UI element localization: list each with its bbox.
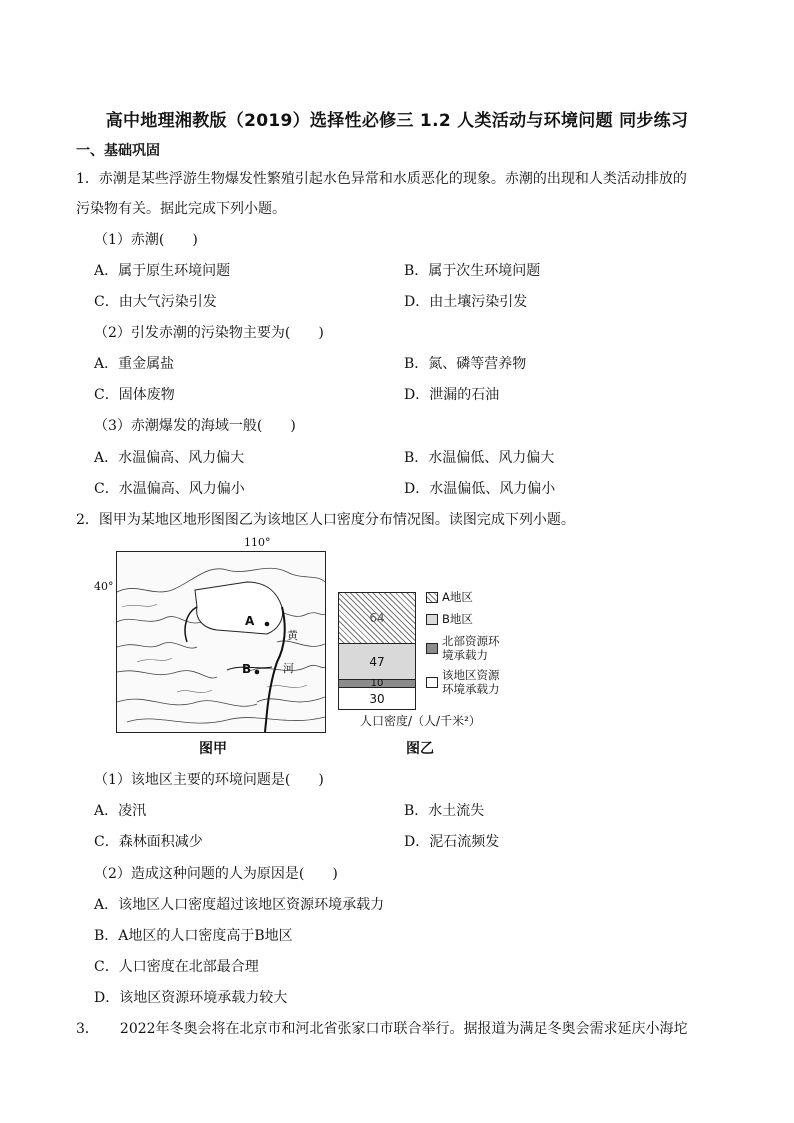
map-caption: 图甲 [199, 741, 227, 757]
bar-segment-local [338, 688, 416, 710]
q1-sub2-option-c[interactable]: C．固体废物 [94, 387, 175, 403]
longitude-label: 110° [244, 536, 271, 549]
q1-sub1-option-c[interactable]: C．由大气污染引发 [94, 294, 217, 310]
q2-sub2-option-a[interactable]: A．该地区人口密度超过该地区资源环境承载力 [94, 897, 385, 913]
bar-segment-a [338, 592, 416, 644]
q1-stem-line1: 1．赤潮是某些浮游生物爆发性繁殖引起水色异常和水质恶化的现象。赤潮的出现和人类活动排放的 [76, 171, 687, 187]
q1-sub1-option-d[interactable]: D．由土壤污染引发 [404, 294, 528, 310]
river-label-2: 河 [283, 662, 294, 675]
q2-sub2-question: （2）造成这种问题的人为原因是( ) [94, 866, 338, 882]
map-point-a-label: A [245, 614, 255, 628]
q1-sub3-option-b[interactable]: B．水温偏低、风力偏大 [404, 450, 555, 466]
legend-label-b: B地区 [442, 612, 473, 626]
q2-sub1-option-b[interactable]: B．水土流失 [404, 803, 485, 819]
q1-sub1-option-b[interactable]: B．属于次生环境问题 [404, 263, 541, 279]
legend-label-local-1: 该地区资源 [442, 668, 500, 682]
legend-swatch-local [426, 677, 438, 688]
bar-value-b: 47 [369, 654, 385, 669]
legend-item-local [426, 668, 516, 702]
bar-axis-label: 人口密度/（人/千米²） [360, 714, 481, 728]
q1-sub3-question: （3）赤潮爆发的海域一般( ) [94, 418, 296, 434]
density-bar [338, 592, 418, 710]
bar-value-a: 64 [369, 611, 385, 625]
bar-value-local: 30 [369, 691, 385, 706]
q1-sub2-option-d[interactable]: D．泄漏的石油 [404, 387, 500, 403]
q2-sub1-option-d[interactable]: D．泥石流频发 [404, 834, 500, 850]
q1-sub3-option-a[interactable]: A．水温偏高、风力偏大 [94, 450, 245, 466]
legend-label-north-2: 境承载力 [442, 648, 488, 662]
legend-item-a [426, 590, 516, 612]
q1-sub3-option-c[interactable]: C．水温偏高、风力偏小 [94, 481, 245, 497]
q2-sub1-option-c[interactable]: C．森林面积减少 [94, 834, 203, 850]
section-heading: 一、基础巩固 [76, 143, 160, 159]
q2-sub1-option-a[interactable]: A．凌汛 [94, 803, 147, 819]
legend-item-north [426, 634, 516, 668]
legend-swatch-north [426, 643, 438, 654]
q1-stem-line2: 污染物有关。据此完成下列小题。 [76, 201, 286, 217]
q2-figure [94, 538, 514, 762]
page-title: 高中地理湘教版（2019）选择性必修三 1.2 人类活动与环境问题 同步练习 [105, 111, 689, 131]
bar-segment-b [338, 644, 416, 680]
legend-swatch-b [426, 614, 438, 625]
legend-label-local-2: 环境承载力 [442, 682, 500, 696]
latitude-label: 40° [94, 580, 114, 593]
chart-legend [426, 590, 516, 702]
legend-label-a: A地区 [442, 590, 473, 604]
chart-caption: 图乙 [406, 741, 434, 757]
legend-swatch-a [426, 592, 438, 603]
legend-label-north-1: 北部资源环 [442, 634, 500, 648]
q3-stem: 3． 2022年冬奥会将在北京市和河北省张家口市联合举行。据报道为满足冬奥会需求延庆小海坨 [76, 1021, 688, 1037]
q1-sub1-option-a[interactable]: A．属于原生环境问题 [94, 263, 231, 279]
map-point-b-label: B [242, 662, 252, 676]
q1-sub3-option-d[interactable]: D．水温偏低、风力偏小 [404, 481, 556, 497]
q1-sub2-question: （2）引发赤潮的污染物主要为( ) [94, 325, 324, 341]
legend-item-b [426, 612, 516, 634]
river-label-1: 黄 [287, 629, 298, 642]
bar-segment-north [338, 677, 416, 689]
terrain-map [116, 551, 326, 733]
q2-sub2-option-c[interactable]: C．人口密度在北部最合理 [94, 959, 259, 975]
q2-sub1-question: （1）该地区主要的环境问题是( ) [94, 772, 324, 788]
bar-value-north: 10 [370, 677, 384, 689]
q2-sub2-option-d[interactable]: D．该地区资源环境承载力较大 [94, 990, 288, 1006]
q2-sub2-option-b[interactable]: B．A地区的人口密度高于B地区 [94, 928, 293, 944]
q2-stem: 2．图甲为某地区地形图图乙为该地区人口密度分布情况图。读图完成下列小题。 [76, 512, 575, 528]
q1-sub2-option-b[interactable]: B．氮、磷等营养物 [404, 356, 527, 372]
q1-sub2-option-a[interactable]: A．重金属盐 [94, 356, 175, 372]
q1-sub1-question: （1）赤潮( ) [94, 232, 198, 248]
